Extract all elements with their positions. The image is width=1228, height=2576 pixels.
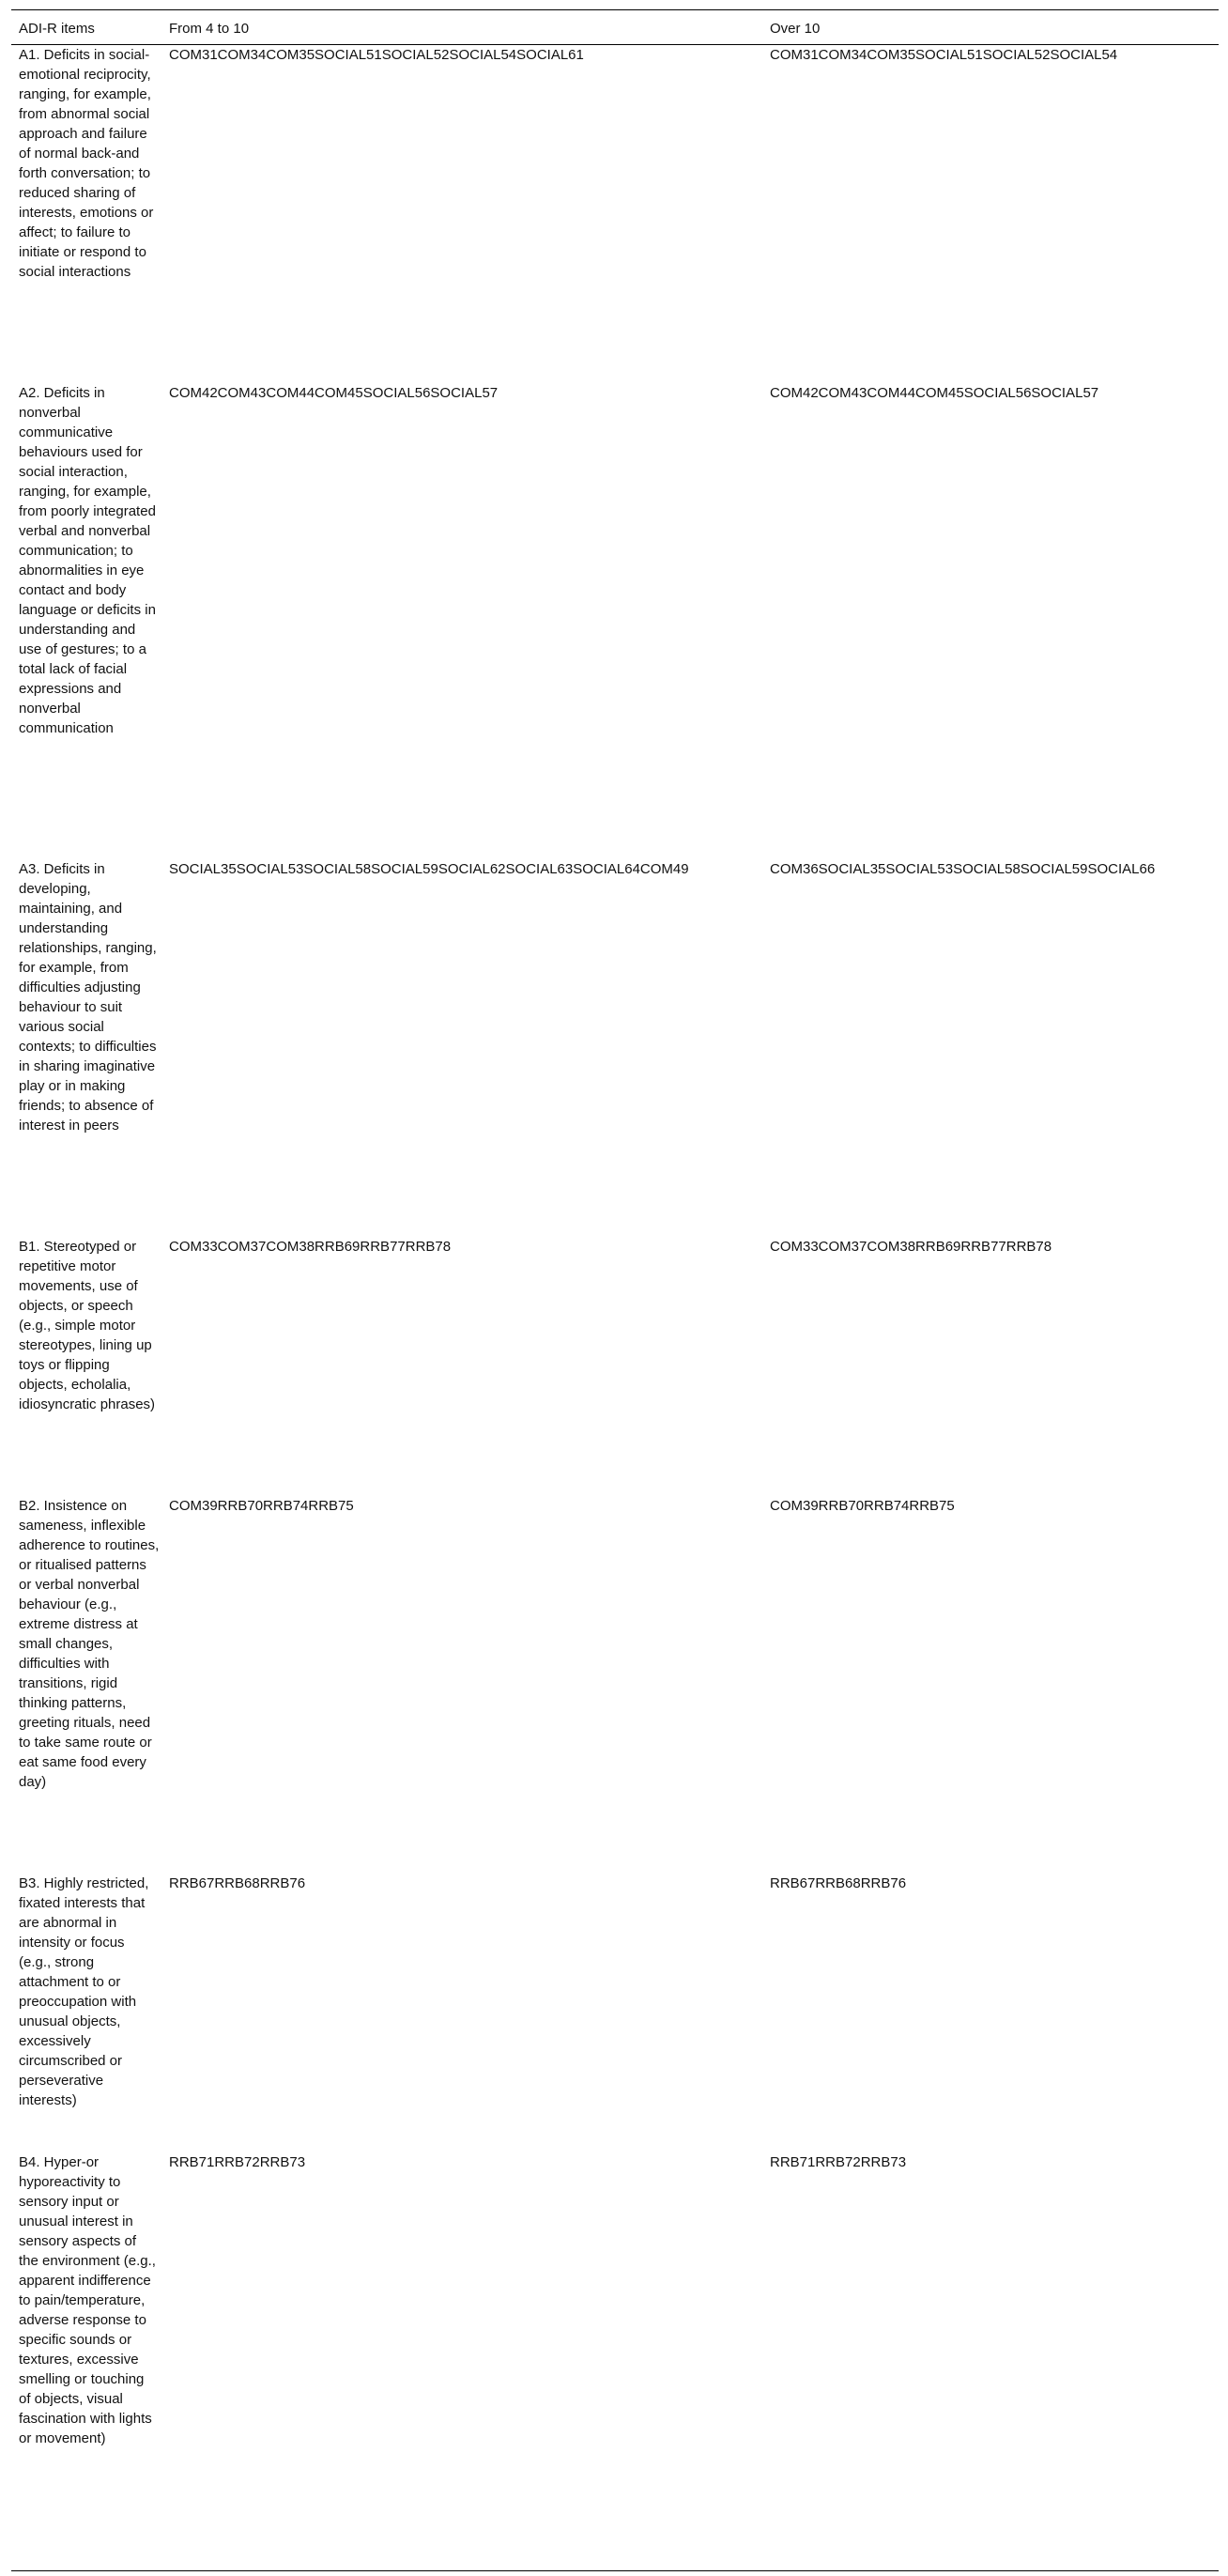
table-row <box>11 1237 1219 1496</box>
cell-from-4-to-10: RRB71RRB72RRB73 <box>169 2154 306 2170</box>
table-row <box>11 859 1219 1237</box>
header-row <box>11 10 1219 45</box>
table-row <box>11 2152 1219 2571</box>
cell-from-4-to-10: COM39RRB70RRB74RRB75 <box>169 1498 354 1514</box>
cell-over-10: COM31COM34COM35SOCIAL51SOCIAL52SOCIAL54 <box>770 47 1118 63</box>
cell-over-10: COM39RRB70RRB74RRB75 <box>770 1498 955 1514</box>
header-from-4-to-10: From 4 to 10 <box>169 20 250 37</box>
cell-over-10: RRB67RRB68RRB76 <box>770 1875 907 1891</box>
cell-item: A3. Deficits in developing, maintaining, and understanding relationships, ranging, for example, from difficulties adjusting behaviour to suit various social contexts; to difficulties in sharing imaginative play or in making friends; to absence of interest in peers <box>19 861 157 1134</box>
adi-r-table <box>11 9 1219 2571</box>
cell-over-10: COM33COM37COM38RRB69RRB77RRB78 <box>770 1239 1052 1255</box>
table-row <box>11 1496 1219 1874</box>
cell-from-4-to-10: COM33COM37COM38RRB69RRB77RRB78 <box>169 1239 452 1255</box>
cell-from-4-to-10: SOCIAL35SOCIAL53SOCIAL58SOCIAL59SOCIAL62SOCIAL63SOCIAL64COM49 <box>169 861 689 877</box>
adi-r-table-container <box>11 9 1219 2571</box>
cell-item: A2. Deficits in nonverbal communicative behaviours used for social interaction, ranging, for example, from poorly integrated verbal and nonverbal communication; to abnormalities in eye contact and body language or deficits in understanding and use of gestures; to a total lack of facial expressions and nonverbal communication <box>19 385 156 736</box>
cell-item: B3. Highly restricted, fixated interests that are abnormal in intensity or focus (e.g., strong attachment to or preoccupation with unusual objects, excessively circumscribed or perseverative interests) <box>19 1875 149 2108</box>
cell-item: B1. Stereotyped or repetitive motor movements, use of objects, or speech (e.g., simple motor stereotypes, lining up toys or flipping objects, echolalia, idiosyncratic phrases) <box>19 1239 156 1412</box>
table-row <box>11 1874 1219 2152</box>
cell-over-10: RRB71RRB72RRB73 <box>770 2154 907 2170</box>
table-body <box>11 45 1219 2571</box>
table-row <box>11 383 1219 859</box>
header-adi-r-items: ADI-R items <box>19 20 95 37</box>
cell-item: B2. Insistence on sameness, inflexible adherence to routines, or ritualised patterns or verbal nonverbal behaviour (e.g., extreme distress at small changes, difficulties with transitions, rigid thinking patterns, greeting rituals, need to take same route or eat same food every day) <box>19 1498 160 1790</box>
table-header <box>11 10 1219 45</box>
header-over-10: Over 10 <box>770 20 821 37</box>
cell-from-4-to-10: RRB67RRB68RRB76 <box>169 1875 306 1891</box>
table-row <box>11 45 1219 384</box>
cell-item: A1. Deficits in social-emotional reciprocity, ranging, for example, from abnormal social approach and failure of normal back-and forth conversation; to reduced sharing of interests, emotions or affect; to failure to initiate or respond to social interactions <box>19 47 154 280</box>
cell-from-4-to-10: COM42COM43COM44COM45SOCIAL56SOCIAL57 <box>169 385 499 401</box>
cell-over-10: COM36SOCIAL35SOCIAL53SOCIAL58SOCIAL59SOCIAL66 <box>770 861 1156 877</box>
cell-from-4-to-10: COM31COM34COM35SOCIAL51SOCIAL52SOCIAL54SOCIAL61 <box>169 47 584 63</box>
cell-over-10: COM42COM43COM44COM45SOCIAL56SOCIAL57 <box>770 385 1099 401</box>
cell-item: B4. Hyper-or hyporeactivity to sensory input or unusual interest in sensory aspects of the environment (e.g., apparent indifference to pain/temperature, adverse response to specific sounds or textures, excessive smelling or touching of objects, visual fascination with lights or movement) <box>19 2154 156 2446</box>
